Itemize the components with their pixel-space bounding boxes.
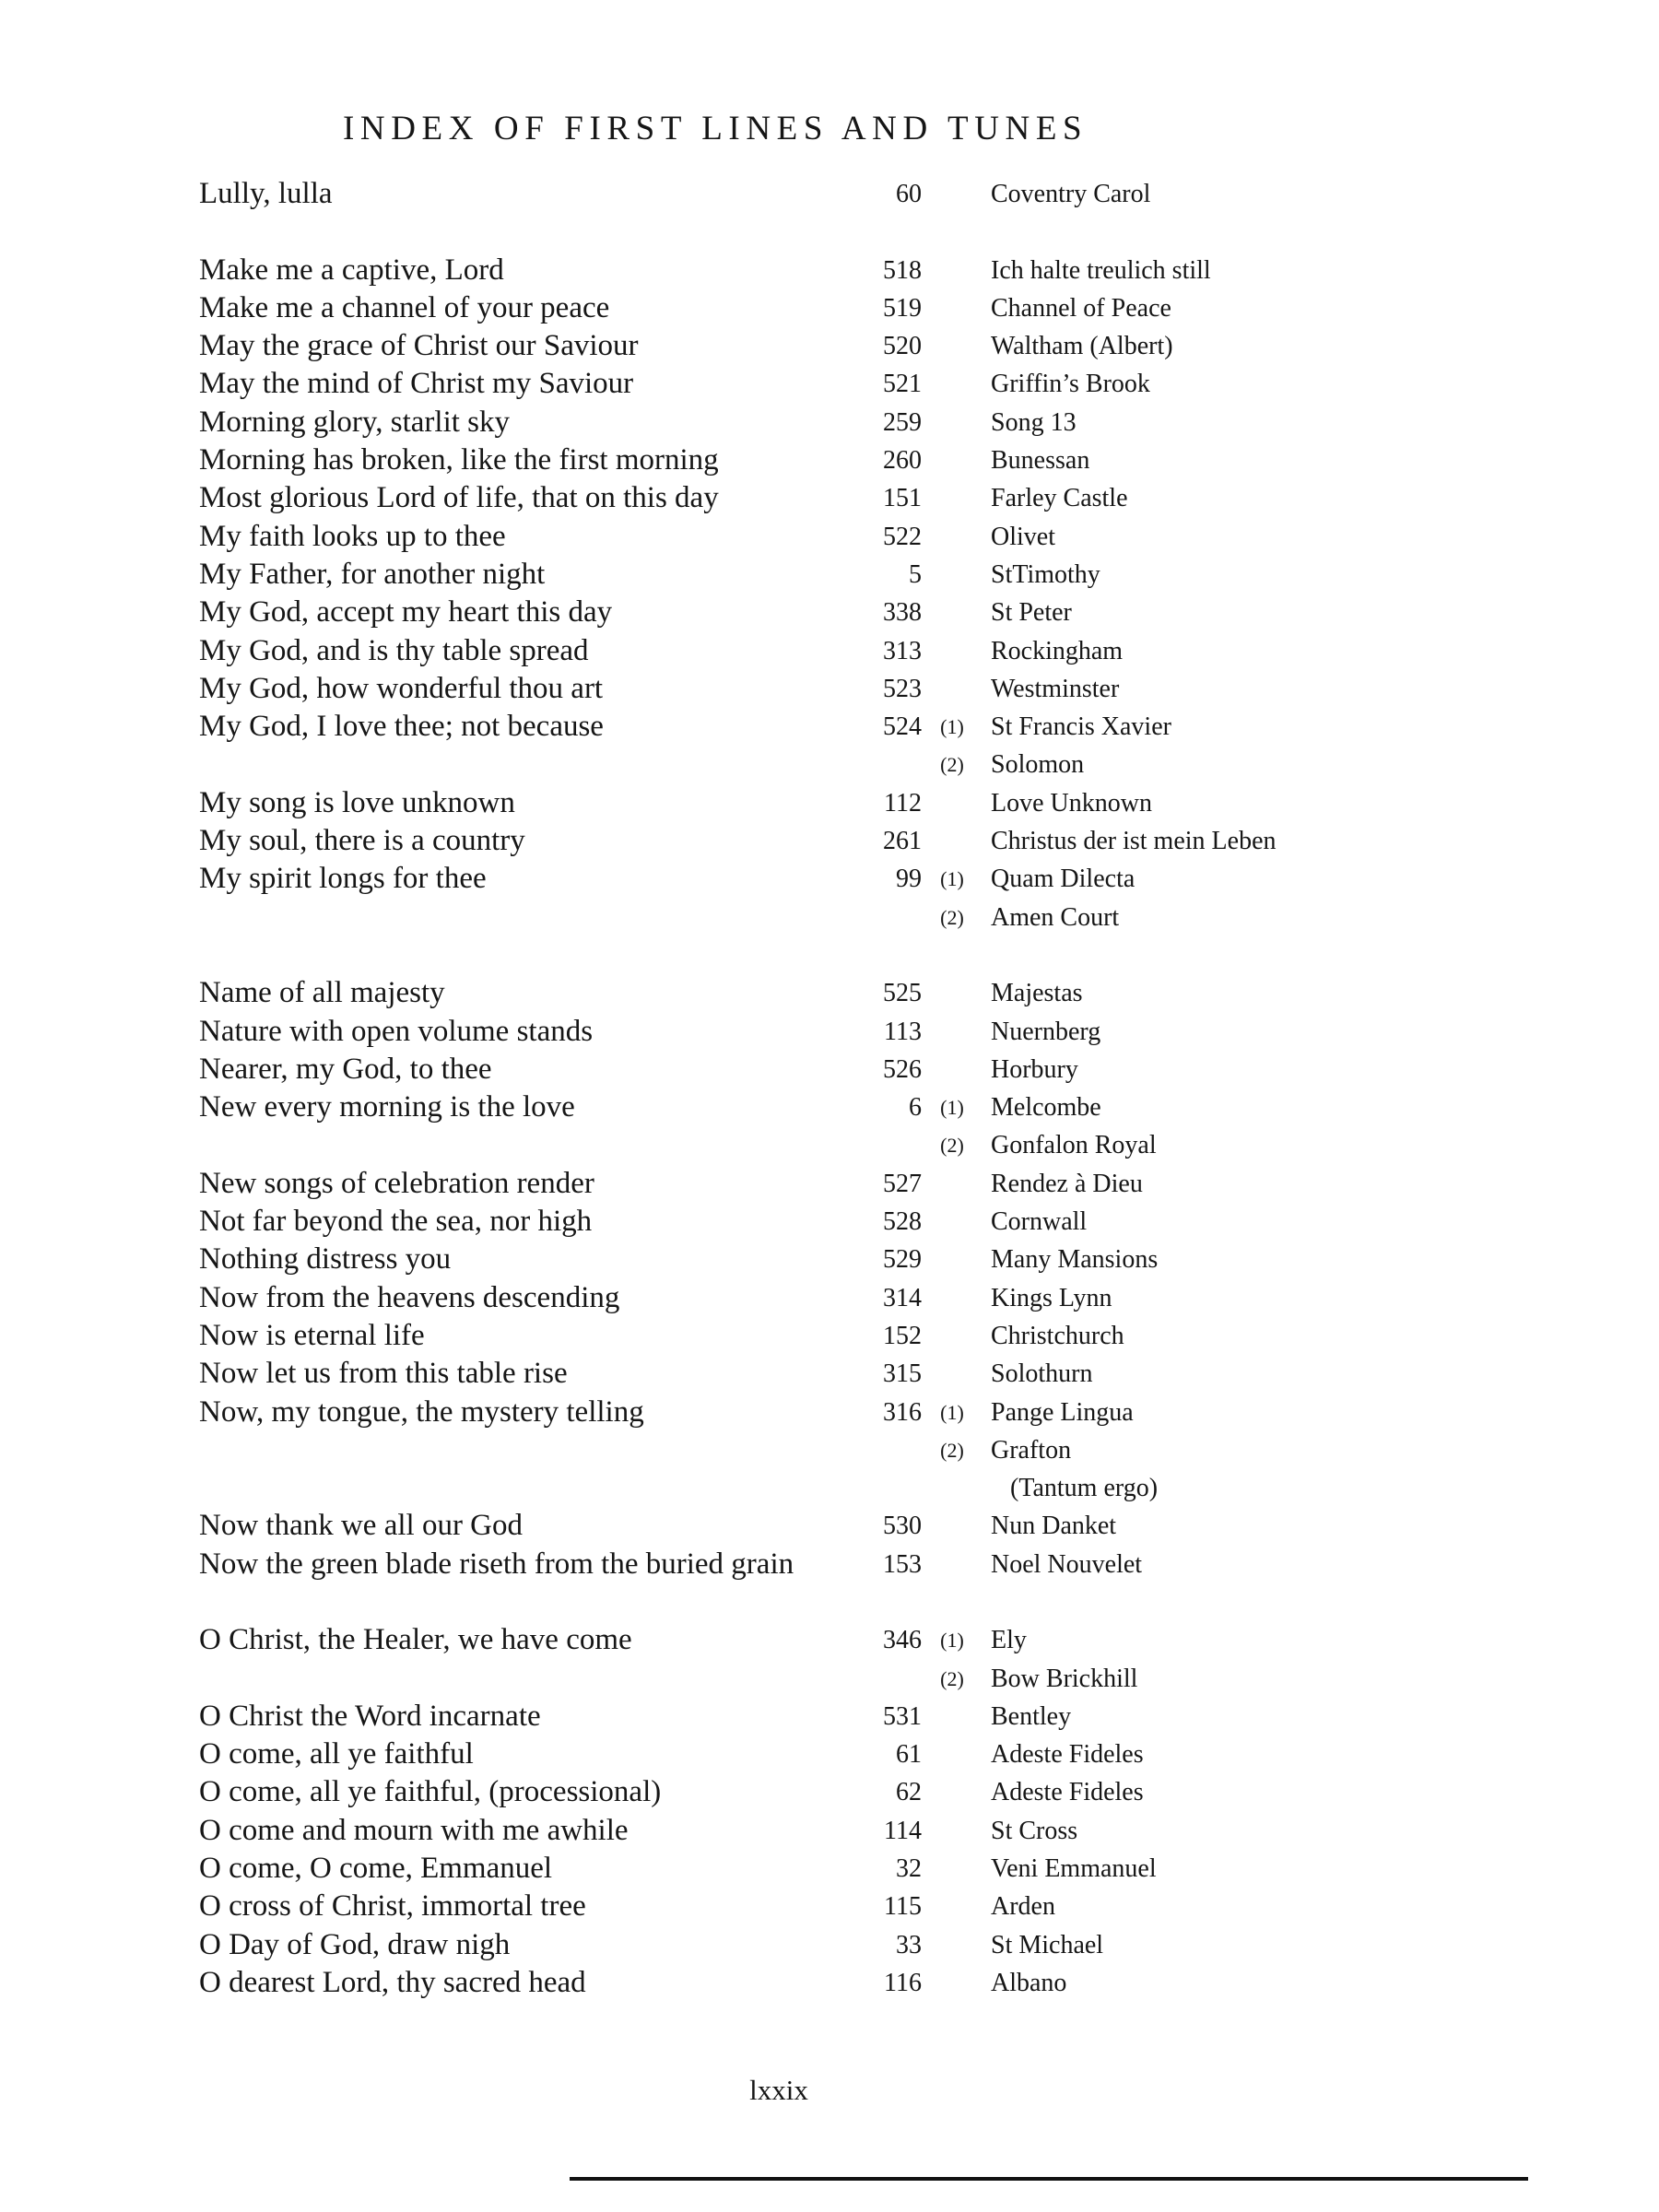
first-line: May the mind of Christ my Saviour xyxy=(199,367,634,401)
first-line: Now, my tongue, the mystery telling xyxy=(199,1394,644,1429)
hymn-number: 531 xyxy=(883,1701,922,1731)
hymn-number: 519 xyxy=(883,293,922,323)
index-entry xyxy=(0,252,1659,289)
hymn-number: 528 xyxy=(883,1207,922,1237)
index-entry xyxy=(0,365,1659,403)
tune-name: Cornwall xyxy=(991,1207,1088,1237)
hymn-number: 314 xyxy=(883,1283,922,1312)
first-line: My God, I love thee; not because xyxy=(199,710,604,744)
tune-name: Farley Castle xyxy=(991,484,1128,513)
hymn-number: 261 xyxy=(883,827,922,856)
tune-name: Bow Brickhill xyxy=(991,1664,1138,1693)
first-line: O Day of God, draw nigh xyxy=(199,1927,511,1961)
hymn-number: 313 xyxy=(883,636,922,665)
index-entry xyxy=(0,1660,1659,1698)
hymn-number: 520 xyxy=(883,332,922,361)
first-line: Most glorious Lord of life, that on this day xyxy=(199,481,719,515)
tune-name: Christus der ist mein Leben xyxy=(991,827,1277,856)
index-entry xyxy=(0,822,1659,860)
index-entry xyxy=(0,1507,1659,1545)
hymn-number: 260 xyxy=(883,446,922,476)
index-entry xyxy=(0,1241,1659,1278)
tune-name: Gonfalon Royal xyxy=(991,1131,1157,1160)
first-line: My soul, there is a country xyxy=(199,824,525,858)
index-entry xyxy=(0,518,1659,556)
tune-name: Bentley xyxy=(991,1701,1072,1731)
first-line: O come, all ye faithful, (processional) xyxy=(199,1775,662,1809)
hymn-number: 529 xyxy=(883,1245,922,1275)
first-line: O come and mourn with me awhile xyxy=(199,1813,629,1847)
tune-name: Waltham (Albert) xyxy=(991,332,1173,361)
tune-name: Pange Lingua xyxy=(991,1397,1134,1427)
hymn-number: 521 xyxy=(883,370,922,399)
index-entry xyxy=(0,1964,1659,2002)
hymn-number: 151 xyxy=(883,484,922,513)
index-entry xyxy=(0,175,1659,213)
index-entry xyxy=(0,1469,1659,1507)
index-entry xyxy=(0,1431,1659,1469)
hymn-number: 32 xyxy=(896,1854,922,1884)
tune-name: St Cross xyxy=(991,1816,1078,1845)
hymn-number: 259 xyxy=(883,407,922,437)
tune-name: Veni Emmanuel xyxy=(991,1854,1157,1884)
index-entry xyxy=(0,1394,1659,1431)
hymn-number: 99 xyxy=(896,865,922,894)
first-line: May the grace of Christ our Saviour xyxy=(199,329,639,363)
index-entry xyxy=(0,404,1659,441)
index-entry xyxy=(0,1621,1659,1659)
hymn-number: 522 xyxy=(883,522,922,551)
index-entry xyxy=(0,784,1659,822)
first-line: My faith looks up to thee xyxy=(199,519,506,553)
first-line: Name of all majesty xyxy=(199,976,445,1010)
tune-name: Quam Dilecta xyxy=(991,865,1135,894)
page-title: INDEX OF FIRST LINES AND TUNES xyxy=(343,110,1088,147)
hymn-number: 113 xyxy=(884,1017,922,1046)
hymn-number: 60 xyxy=(896,180,922,208)
tune-name: Nun Danket xyxy=(991,1512,1117,1541)
first-line: New songs of celebration render xyxy=(199,1166,594,1200)
tune-name: Westminster xyxy=(991,674,1120,703)
tune-name: Many Mansions xyxy=(991,1245,1159,1275)
tune-option: (1) xyxy=(940,1400,964,1424)
tune-name: St Peter xyxy=(991,598,1072,628)
index-entry xyxy=(0,860,1659,898)
first-line: Now from the heavens descending xyxy=(199,1280,620,1314)
first-line: Nearer, my God, to thee xyxy=(199,1052,492,1086)
index-entry xyxy=(0,1088,1659,1126)
index-entry xyxy=(0,1051,1659,1088)
first-line: O come, all ye faithful xyxy=(199,1737,474,1771)
index-entry xyxy=(0,708,1659,746)
hymn-number: 530 xyxy=(883,1512,922,1541)
tune-name: Solothurn xyxy=(991,1359,1093,1389)
tune-name: Love Unknown xyxy=(991,788,1152,818)
tune-option: (2) xyxy=(940,1134,964,1158)
tune-option: (2) xyxy=(940,753,964,777)
tune-name: Olivet xyxy=(991,522,1055,551)
tune-name: St Michael xyxy=(991,1930,1104,1959)
index-entry xyxy=(0,1013,1659,1051)
tune-option: (1) xyxy=(940,715,964,739)
tune-name: Griffin’s Brook xyxy=(991,370,1150,399)
hymn-number: 523 xyxy=(883,674,922,703)
tune-option: (2) xyxy=(940,905,964,929)
tune-name: St Francis Xavier xyxy=(991,712,1171,742)
first-line: Nature with open volume stands xyxy=(199,1014,594,1048)
first-line: Now let us from this table rise xyxy=(199,1357,568,1391)
index-entry xyxy=(0,746,1659,783)
first-line: Morning glory, starlit sky xyxy=(199,405,511,439)
hymn-number: 112 xyxy=(884,788,922,818)
tune-name: Albano xyxy=(991,1968,1067,1997)
index-entry xyxy=(0,441,1659,479)
first-line: Not far beyond the sea, nor high xyxy=(199,1205,593,1239)
index-entry xyxy=(0,974,1659,1012)
tune-name: StTimothy xyxy=(991,559,1100,589)
first-line: New every morning is the love xyxy=(199,1090,575,1124)
hymn-number: 527 xyxy=(883,1169,922,1198)
index-entry xyxy=(0,594,1659,631)
index-entry xyxy=(0,1735,1659,1773)
hymn-number: 526 xyxy=(883,1054,922,1084)
index-entry xyxy=(0,1773,1659,1811)
tune-name: Nuernberg xyxy=(991,1017,1101,1046)
tune-name: Kings Lynn xyxy=(991,1283,1112,1312)
first-line: Nothing distress you xyxy=(199,1242,452,1277)
tune-name: (Tantum ergo) xyxy=(1010,1474,1159,1503)
index-entry xyxy=(0,1203,1659,1241)
hymn-number: 5 xyxy=(909,559,922,589)
first-line: O Christ the Word incarnate xyxy=(199,1699,541,1733)
first-line: Now the green blade riseth from the buried grain xyxy=(199,1547,794,1581)
tune-option: (2) xyxy=(940,1666,964,1690)
hymn-number: 153 xyxy=(883,1549,922,1579)
page-number: lxxix xyxy=(749,2074,808,2106)
first-line: O Christ, the Healer, we have come xyxy=(199,1623,632,1657)
tune-name: Grafton xyxy=(991,1435,1072,1465)
tune-name: Amen Court xyxy=(991,902,1120,932)
tune-name: Channel of Peace xyxy=(991,293,1171,323)
index-entry xyxy=(0,899,1659,936)
index-entry xyxy=(0,1926,1659,1964)
tune-name: Horbury xyxy=(991,1054,1078,1084)
tune-name: Ich halte treulich still xyxy=(991,255,1211,285)
tune-name: Rockingham xyxy=(991,636,1124,665)
tune-option: (1) xyxy=(940,1096,964,1120)
hymn-number: 6 xyxy=(909,1093,922,1123)
index-list xyxy=(0,175,1659,2002)
tune-name: Rendez à Dieu xyxy=(991,1169,1143,1198)
index-entry xyxy=(0,1317,1659,1355)
tune-name: Bunessan xyxy=(991,446,1090,476)
tune-name: Adeste Fideles xyxy=(991,1778,1144,1807)
first-line: Morning has broken, like the first morning xyxy=(199,443,719,477)
index-entry xyxy=(0,1888,1659,1925)
hymn-number: 518 xyxy=(883,255,922,285)
index-entry xyxy=(0,1546,1659,1583)
first-line: My God, how wonderful thou art xyxy=(199,671,604,705)
first-line: Lully, lulla xyxy=(199,177,333,210)
hymn-number: 115 xyxy=(884,1892,922,1922)
hymn-number: 116 xyxy=(884,1968,922,1997)
hymn-number: 525 xyxy=(883,979,922,1008)
index-entry xyxy=(0,1126,1659,1164)
hymn-number: 315 xyxy=(883,1359,922,1389)
tune-option: (1) xyxy=(940,867,964,891)
index-entry xyxy=(0,1850,1659,1888)
tune-option: (1) xyxy=(940,1629,964,1653)
first-line: My song is love unknown xyxy=(199,785,515,819)
first-line: O dearest Lord, thy sacred head xyxy=(199,1965,586,1999)
tune-name: Melcombe xyxy=(991,1093,1101,1123)
index-entry xyxy=(0,670,1659,708)
first-line: My God, and is thy table spread xyxy=(199,633,589,667)
hymn-number: 338 xyxy=(883,598,922,628)
first-line: O come, O come, Emmanuel xyxy=(199,1852,553,1886)
index-entry xyxy=(0,556,1659,594)
hymn-number: 61 xyxy=(896,1740,922,1770)
index-entry xyxy=(0,1698,1659,1735)
tune-name: Adeste Fideles xyxy=(991,1740,1144,1770)
hymn-number: 316 xyxy=(883,1397,922,1427)
hymn-number: 62 xyxy=(896,1778,922,1807)
index-entry xyxy=(0,479,1659,517)
tune-name: Arden xyxy=(991,1892,1055,1922)
hymn-number: 152 xyxy=(883,1321,922,1350)
first-line: O cross of Christ, immortal tree xyxy=(199,1889,586,1924)
hymn-number: 346 xyxy=(883,1626,922,1655)
tune-name: Solomon xyxy=(991,750,1085,780)
tune-name: Ely xyxy=(991,1626,1027,1655)
index-entry xyxy=(0,327,1659,365)
tune-option: (2) xyxy=(940,1438,964,1462)
first-line: My spirit longs for thee xyxy=(199,862,487,896)
tune-name: Noel Nouvelet xyxy=(991,1549,1143,1579)
hymn-number: 33 xyxy=(896,1930,922,1959)
first-line: Now is eternal life xyxy=(199,1318,425,1352)
index-entry xyxy=(0,289,1659,327)
index-entry xyxy=(0,1279,1659,1317)
tune-name: Song 13 xyxy=(991,407,1077,437)
tune-name: Majestas xyxy=(991,979,1083,1008)
first-line: My Father, for another night xyxy=(199,557,546,591)
index-entry xyxy=(0,1165,1659,1203)
tune-name: Christchurch xyxy=(991,1321,1124,1350)
first-line: Make me a channel of your peace xyxy=(199,290,610,324)
index-entry xyxy=(0,632,1659,670)
index-entry xyxy=(0,1355,1659,1393)
first-line: My God, accept my heart this day xyxy=(199,595,613,629)
tune-name: Coventry Carol xyxy=(991,180,1151,208)
bottom-rule xyxy=(570,2177,1528,2181)
hymn-number: 524 xyxy=(883,712,922,742)
first-line: Now thank we all our God xyxy=(199,1509,524,1543)
first-line: Make me a captive, Lord xyxy=(199,253,504,287)
index-entry xyxy=(0,1812,1659,1850)
hymn-number: 114 xyxy=(884,1816,922,1845)
